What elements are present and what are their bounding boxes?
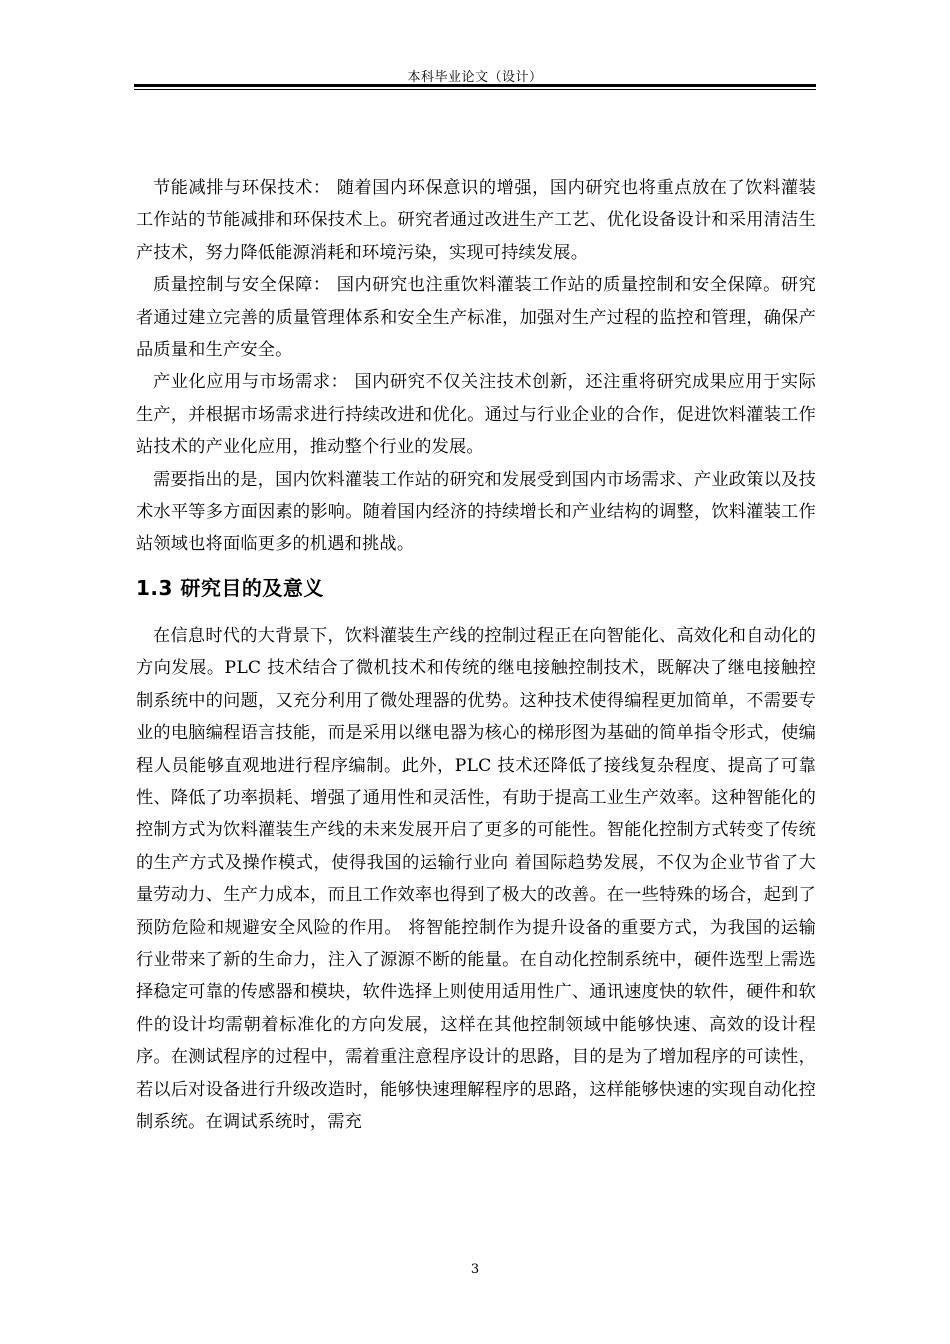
paragraph-energy-saving: 节能减排与环保技术： 随着国内环保意识的增强，国内研究也将重点放在了饮料灌装工作站的节能减排和环保技术上。研究者通过改进生产工艺、优化设备设计和采用清洁生产技术，努力降低能源消耗和环境污染，实现可持续发展。	[136, 178, 816, 263]
page-header-title: 本科毕业论文（设计）	[407, 70, 543, 85]
paragraph-industrialization: 产业化应用与市场需求： 国内研究不仅关注技术创新，还注重将研究成果应用于实际生产，并根据市场需求进行持续改进和优化。通过与行业企业的合作，促进饮料灌装工作站技术的产业化应用，推动整个行业的发展。	[136, 372, 816, 458]
paragraph-quality-control: 质量控制与安全保障： 国内研究也注重饮料灌装工作站的质量控制和安全保障。研究者通过建立完善的质量管理体系和安全生产标准，加强对生产过程的监控和管理，确保产品质量和生产安全。	[136, 275, 816, 361]
paragraph-research-purpose: 在信息时代的大背景下，饮料灌装生产线的控制过程正在向智能化、高效化和自动化的方向发展。PLC 技术结合了微机技术和传统的继电接触控制技术，既解决了继电接触控制系统中的问题，又充分利用了微处理器的优势。这种技术使得编程更加简单，不需要专业的电脑编程语言技能，而是采用以继电器为核心的梯形图为基础的简单指令形式，使编程人员能够直观地进行程序编制。此外，PLC 技术还降低了接线复杂程度、提高了可靠性、降低了功率损耗、增强了通用性和灵活性，有助于提高工业生产效率。这种智能化的控制方式为饮料灌装生产线的未来发展开启了更多的可能性。智能化控制方式转变了传统的生产方式及操作模式，使得我国的运输行业向 着国际趋势发展，不仅为企业节省了大量劳动力、生产力成本，而且工作效率也得到了极大的改善。在一些特殊的场合，起到了预防危险和规避安全风险的作用。 将智能控制作为提升设备的重要方式，为我国的运输行业带来了新的生命力，注入了源源不断的能量。在自动化控制系统中，硬件选型上需选择稳定可靠的传感器和模块，软件选择上则使用适用性广、通讯速度快的软件，硬件和软件的设计均需朝着标准化的方向发展，这样在其他控制领域中能够快速、高效的设计程序。在测试程序的过程中，需着重注意程序设计的思路，目的是为了增加程序的可读性，若以后对设备进行升级改造时，能够快速理解程序的思路，这样能够快速的实现自动化控制系统。在调试系统时，需充	[136, 626, 816, 1133]
header-rule-thin	[134, 89, 816, 90]
page-number: 3	[470, 1262, 480, 1277]
section-text-block	[136, 620, 816, 1139]
section-heading: 1.3 研究目的及意义	[136, 576, 324, 600]
intro-text-block	[136, 172, 816, 561]
header-rule-thick	[134, 84, 816, 87]
paragraph-summary: 需要指出的是，国内饮料灌装工作站的研究和发展受到国内市场需求、产业政策以及技术水平等多方面因素的影响。随着国内经济的持续增长和产业结构的调整，饮料灌装工作站领域也将面临更多的机遇和挑战。	[136, 469, 816, 555]
